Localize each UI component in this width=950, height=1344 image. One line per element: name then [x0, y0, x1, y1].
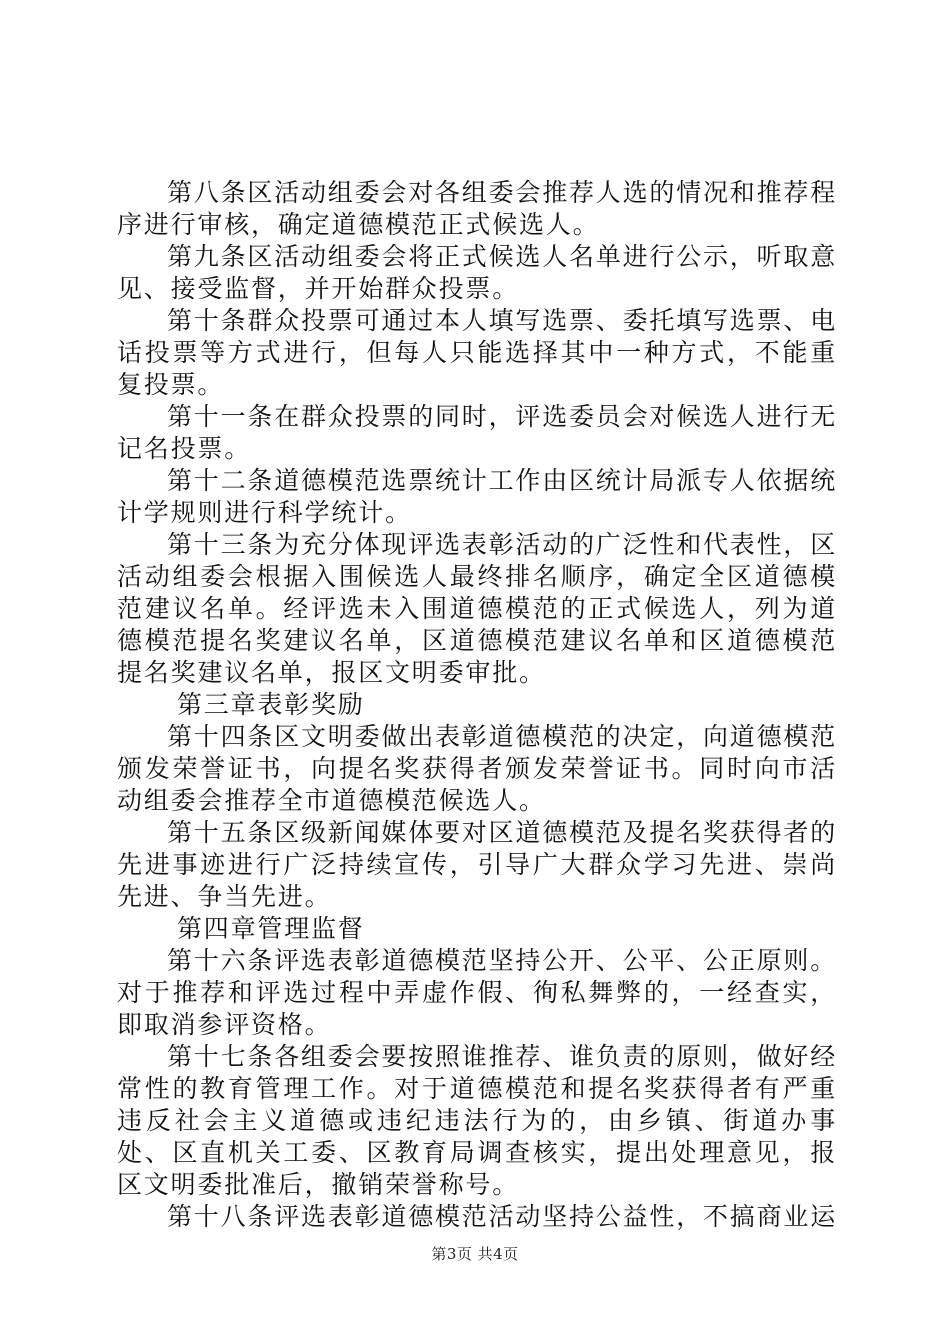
article-10: 第十条群众投票可通过本人填写选票、委托填写选票、电话投票等方式进行，但每人只能选择其中一种方式，不能重复投票。 [117, 306, 838, 399]
article-15: 第十五条区级新闻媒体要对区道德模范及提名奖获得者的先进事迹进行广泛持续宣传，引导广大群众学习先进、崇尚先进、争当先进。 [117, 818, 838, 911]
article-9: 第九条区活动组委会将正式候选人名单进行公示，听取意见、接受监督，并开始群众投票。 [117, 242, 838, 303]
article-11: 第十一条在群众投票的同时，评选委员会对候选人进行无记名投票。 [117, 402, 838, 463]
page-footer [0, 1243, 950, 1264]
article-13: 第十三条为充分体现评选表彰活动的广泛性和代表性，区活动组委会根据入围候选人最终排名顺序，确定全区道德模范建议名单。经评选未入围道德模范的正式候选人，列为道德模范提名奖建议名单，区道德模范建议名单和区道德模范提名奖建议名单，报区文明委审批。 [117, 530, 838, 687]
article-17: 第十七条各组委会要按照谁推荐、谁负责的原则，做好经常性的教育管理工作。对于道德模范和提名奖获得者有严重违反社会主义道德或违纪违法行为的，由乡镇、街道办事处、区直机关工委、区教育局调查核实，提出处理意见，报区文明委批准后，撤销荣誉称号。 [117, 1042, 838, 1199]
document-body [117, 177, 837, 1233]
article-16: 第十六条评选表彰道德模范坚持公开、公平、公正原则。对于推荐和评选过程中弄虚作假、徇私舞弊的，一经查实，即取消参评资格。 [117, 946, 838, 1039]
article-12: 第十二条道德模范选票统计工作由区统计局派专人依据统计学规则进行科学统计。 [117, 466, 838, 527]
article-18: 第十八条评选表彰道德模范活动坚持公益性，不搞商业运 [167, 1202, 838, 1231]
page-number: 第3页 共4页 [431, 1245, 519, 1263]
chapter-3-heading: 第三章表彰奖励 [177, 690, 365, 719]
article-14: 第十四条区文明委做出表彰道德模范的决定，向道德模范颁发荣誉证书，向提名奖获得者颁发荣誉证书。同时向市活动组委会推荐全市道德模范候选人。 [117, 722, 838, 815]
chapter-4-heading: 第四章管理监督 [177, 914, 365, 943]
article-8: 第八条区活动组委会对各组委会推荐人选的情况和推荐程序进行审核，确定道德模范正式候选人。 [117, 178, 838, 239]
